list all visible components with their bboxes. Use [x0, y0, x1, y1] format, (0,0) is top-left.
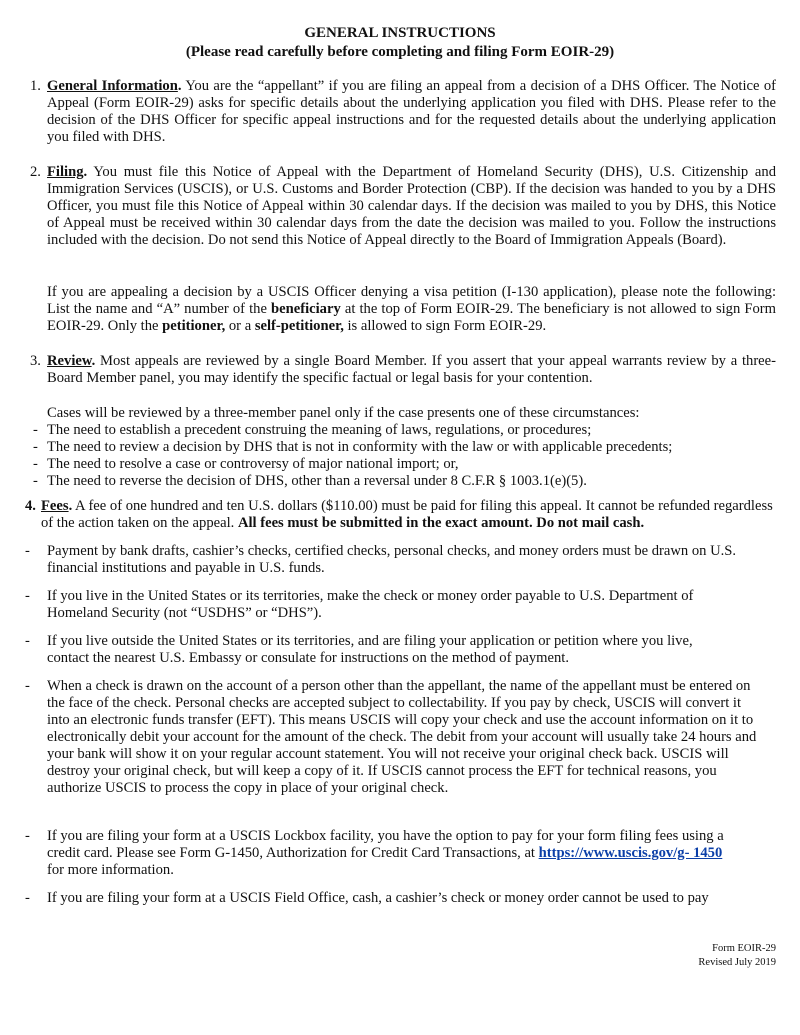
- credit-card-form-link[interactable]: https://www.uscis.gov/g- 1450: [538, 845, 723, 861]
- dash-bullet: -: [25, 588, 30, 604]
- note-text: or a: [225, 318, 255, 334]
- note-text: at the top of Form EOIR-29. The beneficiary is not allowed to sign Form EOIR-29. Only the: [47, 301, 776, 334]
- list-item: [33, 456, 783, 473]
- dash-bullet: -: [25, 890, 30, 906]
- list-item-text: The need to establish a precedent construing the meaning of laws, regulations, or procedures;: [47, 422, 592, 438]
- dash-bullet: -: [25, 828, 30, 844]
- fee-bullet: [25, 543, 765, 577]
- bullet-text: for more information.: [47, 862, 174, 878]
- fee-bullet: [25, 890, 765, 907]
- fee-bullet: [25, 588, 765, 622]
- bullet-text: If you are filing your form at a USCIS Lockbox facility, you have the option to pay for your form filing fees using a credit card. Please see Form G-1450, Authorization for Credit Card Transactions, at: [47, 828, 724, 861]
- note-bold: beneficiary: [271, 301, 341, 317]
- section-heading: Review: [47, 353, 92, 369]
- circumstances-intro: Cases will be reviewed by a three-member panel only if the case presents one of these circumstances:: [47, 405, 640, 421]
- section-number: 3.: [30, 353, 41, 369]
- heading-punct: .: [68, 498, 73, 514]
- section-filing: [30, 164, 776, 249]
- section-text: A fee of one hundred and ten U.S. dollars ($110.00) must be paid for filing this appeal. It cannot be refunded regardless of the action taken on the appeal.: [41, 498, 773, 531]
- heading-punct: .: [177, 78, 182, 94]
- form-footer: [698, 942, 776, 970]
- section-text: You must file this Notice of Appeal with the Department of Homeland Security (DHS), U.S. Citizenship and Immigration Services (USCIS), or U.S. Customs and Border Protection (CBP). If the decision was handed to you by a DHS Officer, you must file this Notice of Appeal within 30 calendar days. If the decision was mailed to you by DHS, this Notice of Appeal must be received within 30 calendar days from the date the decision was mailed to you. Follow the instructions included with the decision. Do not send this Notice of Appeal directly to the Board of Immigration Appeals (Board).: [47, 164, 776, 248]
- heading-punct: .: [91, 353, 96, 369]
- page-subtitle: (Please read carefully before completing and filing Form EOIR-29): [185, 44, 615, 60]
- section-number: 2.: [30, 164, 41, 180]
- section-heading: Filing: [47, 164, 84, 180]
- note-text: is allowed to sign Form EOIR-29.: [343, 318, 547, 334]
- review-circumstances: [33, 405, 783, 490]
- note-bold: self-petitioner,: [254, 318, 344, 334]
- list-item: [33, 473, 783, 490]
- section-bold-text: All fees must be submitted in the exact amount. Do not mail cash.: [237, 515, 645, 531]
- dash-bullet: -: [33, 439, 38, 455]
- heading-punct: .: [83, 164, 88, 180]
- dash-bullet: -: [25, 633, 30, 649]
- list-item-text: The need to reverse the decision of DHS, other than a reversal under 8 C.F.R § 1003.1(e)(5).: [47, 473, 587, 489]
- section-filing-petition-note: [47, 284, 776, 335]
- fee-bullet: [25, 828, 765, 879]
- section-heading: Fees: [41, 498, 69, 514]
- dash-bullet: -: [33, 473, 38, 489]
- fee-bullet: [25, 678, 765, 797]
- section-heading: General Information: [47, 78, 178, 94]
- section-number: 1.: [30, 78, 41, 94]
- bullet-text: If you live in the United States or its territories, make the check or money order payable to U.S. Department of Homeland Security (not “USDHS” or “DHS”).: [47, 588, 694, 621]
- section-text: You are the “appellant” if you are filing an appeal from a decision of a DHS Officer. The Notice of Appeal (Form EOIR-29) asks for specific details about the underlying application you filed with DHS. Please refer to the decision of the DHS Officer for specific appeal instructions and for the requested details about the underlying application you filed with DHS.: [47, 78, 776, 145]
- dash-bullet: -: [33, 456, 38, 472]
- bullet-text: Payment by bank drafts, cashier’s checks, certified checks, personal checks, and money orders must be drawn on U.S. financial institutions and payable in U.S. funds.: [47, 543, 737, 576]
- note-text: If you are appealing a decision by a USCIS Officer denying a visa petition (I-130 application), please note the following: List the name and “A” number of the: [47, 284, 776, 317]
- list-item-text: The need to review a decision by DHS that is not in conformity with the law or with applicable precedents;: [47, 439, 673, 455]
- bullet-text: If you live outside the United States or its territories, and are filing your application or petition where you live, contact the nearest U.S. Embassy or consulate for instructions on the method of payment.: [47, 633, 693, 666]
- section-general-information: [30, 78, 776, 146]
- section-review: [30, 353, 776, 387]
- page-title: GENERAL INSTRUCTIONS: [304, 25, 496, 41]
- note-bold: petitioner,: [162, 318, 226, 334]
- section-text: Most appeals are reviewed by a single Board Member. If you assert that your appeal warrants review by a three-Board Member panel, you may identify the specific factual or legal basis for your contention.: [47, 353, 776, 386]
- list-item: [33, 439, 783, 456]
- section-fees: [25, 498, 781, 532]
- dash-bullet: -: [25, 678, 30, 694]
- fee-bullet: [25, 633, 765, 667]
- footer-revision-date: Revised July 2019: [698, 957, 776, 968]
- list-item: [33, 422, 783, 439]
- dash-bullet: -: [33, 422, 38, 438]
- list-item-text: The need to resolve a case or controversy of major national import; or,: [47, 456, 459, 472]
- bullet-text: If you are filing your form at a USCIS Field Office, cash, a cashier’s check or money order cannot be used to pay: [47, 890, 709, 906]
- footer-form-name: Form EOIR-29: [712, 943, 776, 954]
- section-number: 4.: [25, 498, 36, 514]
- dash-bullet: -: [25, 543, 30, 559]
- bullet-text: When a check is drawn on the account of a person other than the appellant, the name of the appellant must be entered on the face of the check. Personal checks are accepted subject to collectability. If you pay by check, USCIS will convert it into an electronic funds transfer (EFT). This means USCIS will copy your check and use the account information on it to electronically debit your account for the amount of the check. The debit from your account will usually take 24 hours and your bank will show it on your regular account statement. You will not receive your original check back. USCIS will destroy your original check, but will keep a copy of it. If USCIS cannot process the EFT for technical reasons, you authorize USCIS to process the copy in place of your original check.: [47, 678, 757, 796]
